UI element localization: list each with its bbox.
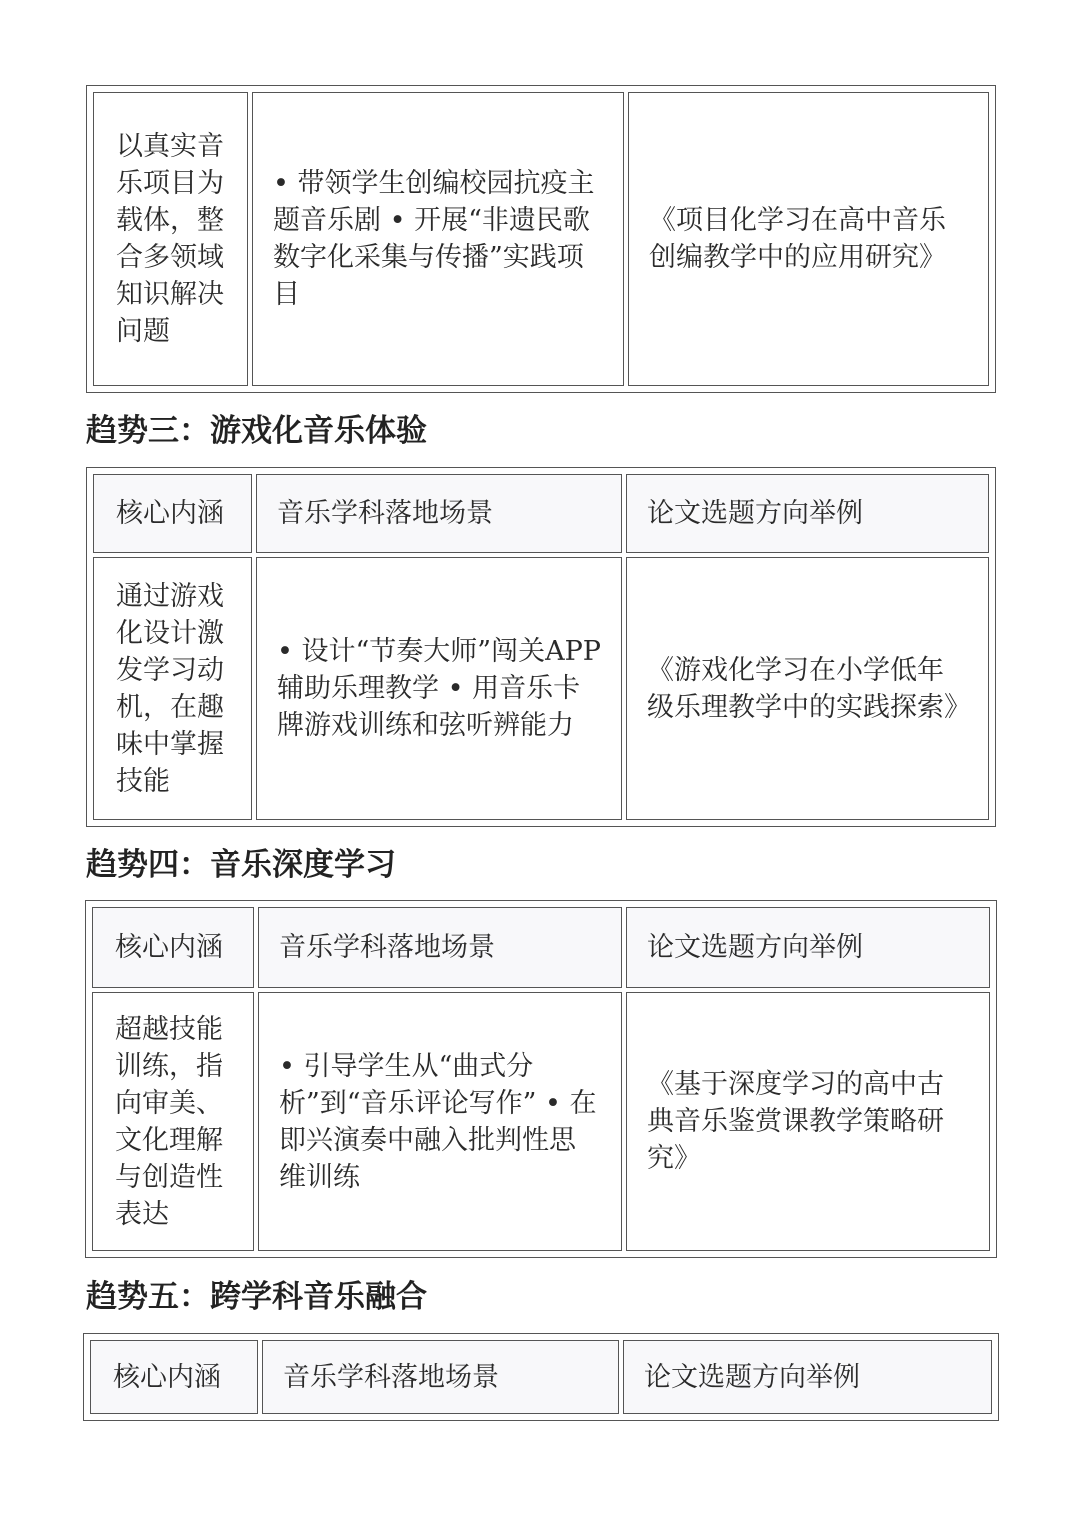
cell-core: 通过游戏化设计激发学习动机，在趣味中掌握技能: [93, 557, 252, 820]
cell-core: 以真实音乐项目为载体，整合多领域知识解决问题: [93, 92, 248, 386]
cell-topic: 《游戏化学习在小学低年级乐理教学中的实践探索》: [626, 557, 989, 820]
table-row: [93, 92, 989, 386]
header-topic: 论文选题方向举例: [623, 1340, 992, 1414]
table-trend4: [85, 900, 997, 1258]
header-core: 核心内涵: [92, 907, 254, 988]
cell-core: 超越技能训练，指向审美、文化理解与创造性表达: [92, 992, 254, 1251]
section-heading-trend5: 趋势五：跨学科音乐融合: [86, 1279, 427, 1315]
cell-topic: 《基于深度学习的高中古典音乐鉴赏课教学策略研究》: [626, 992, 990, 1251]
header-topic: 论文选题方向举例: [626, 907, 990, 988]
table: [89, 88, 993, 390]
table-trend5: [83, 1333, 999, 1421]
table-trend3: [86, 467, 996, 827]
cell-topic: 《项目化学习在高中音乐创编教学中的应用研究》: [628, 92, 989, 386]
section-heading-trend4: 趋势四：音乐深度学习: [86, 847, 396, 883]
table-trend2-continued: [86, 85, 996, 393]
table: [89, 470, 993, 824]
cell-scene: • 引导学生从“曲式分析”到“音乐评论写作” • 在即兴演奏中融入批判性思维训练: [258, 992, 622, 1251]
header-core: 核心内涵: [93, 474, 252, 553]
cell-scene: • 设计“节奏大师”闯关APP辅助乐理教学 • 用音乐卡牌游戏训练和弦听辨能力: [256, 557, 622, 820]
header-scene: 音乐学科落地场景: [262, 1340, 619, 1414]
cell-scene: • 带领学生创编校园抗疫主题音乐剧 • 开展“非遗民歌数字化采集与传播”实践项目: [252, 92, 624, 386]
table: [88, 903, 994, 1255]
header-scene: 音乐学科落地场景: [256, 474, 622, 553]
table-header-row: [92, 907, 990, 988]
header-scene: 音乐学科落地场景: [258, 907, 622, 988]
header-core: 核心内涵: [90, 1340, 258, 1414]
table-row: [92, 992, 990, 1251]
header-topic: 论文选题方向举例: [626, 474, 989, 553]
table-row: [93, 557, 989, 820]
table-header-row: [93, 474, 989, 553]
section-heading-trend3: 趋势三：游戏化音乐体验: [86, 413, 427, 449]
table-header-row: [90, 1340, 992, 1414]
table: [86, 1336, 996, 1418]
